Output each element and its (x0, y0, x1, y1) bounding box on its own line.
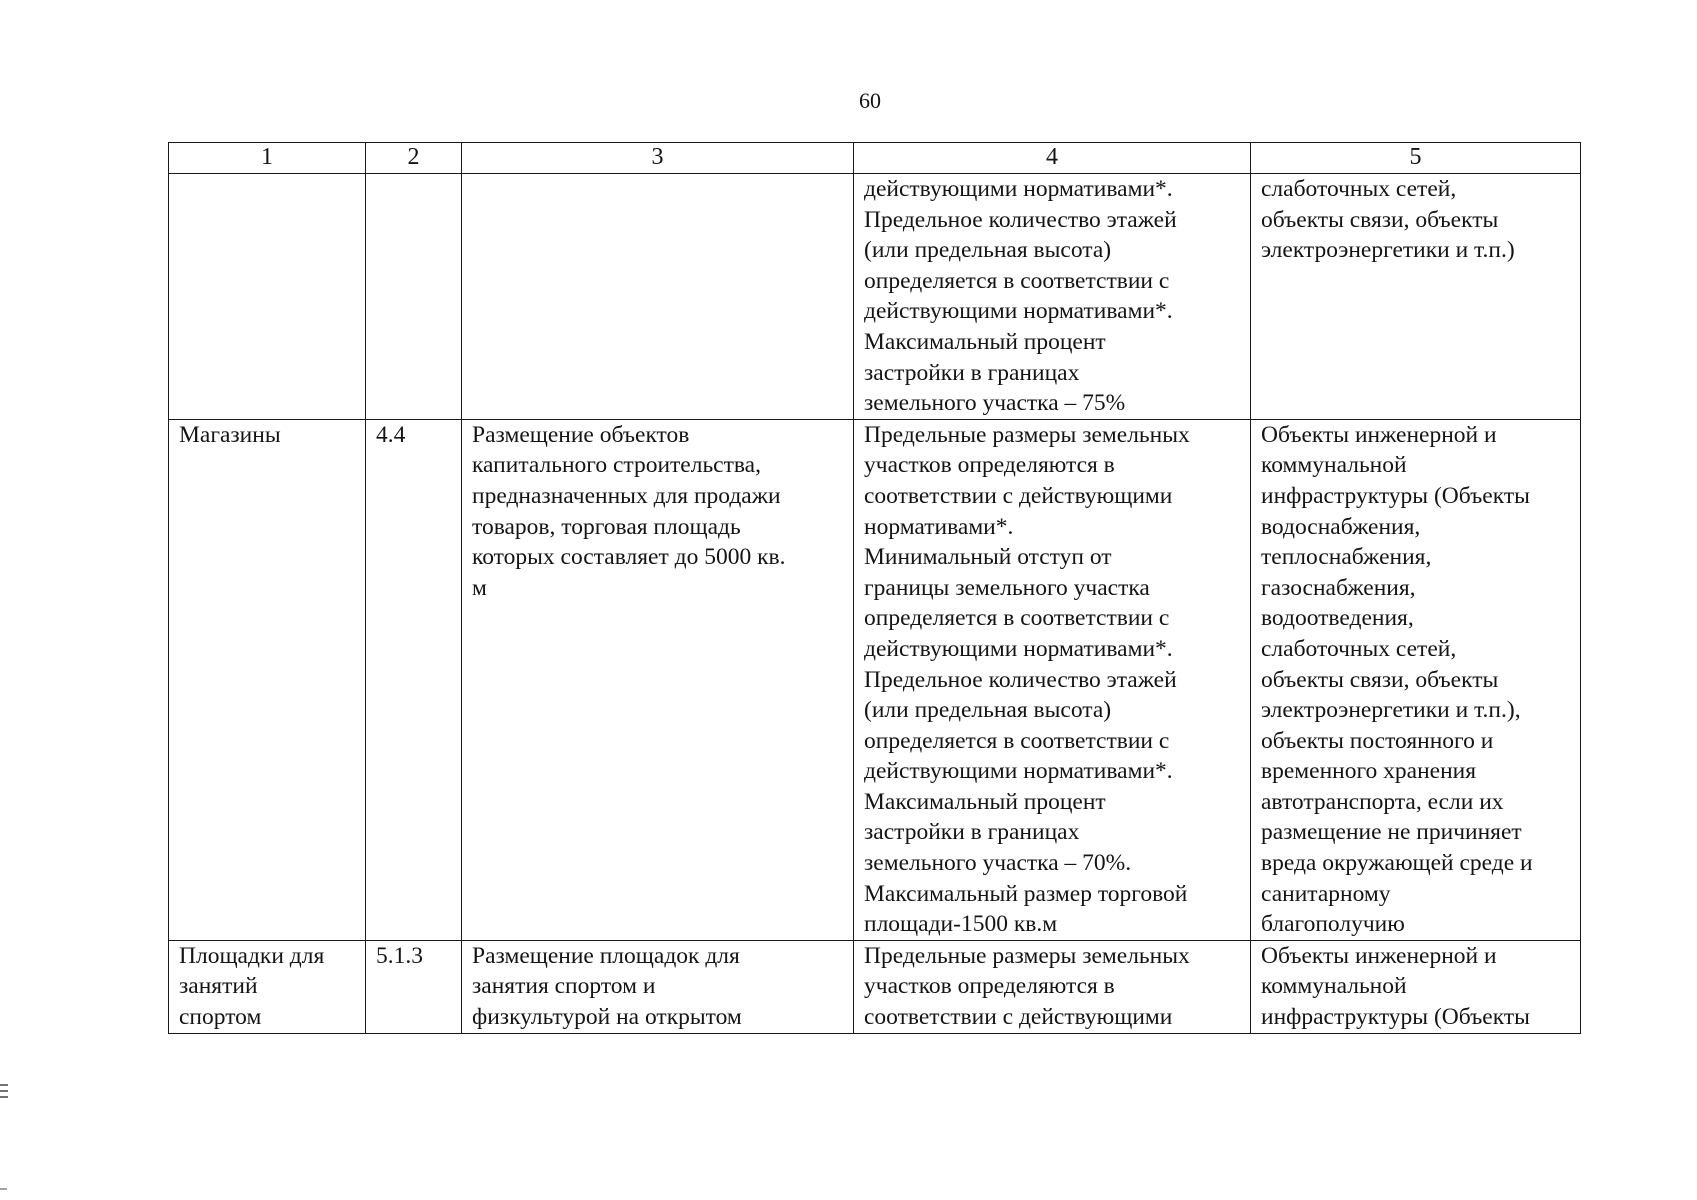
use-name-cell (169, 940, 366, 1033)
parameters-cell (854, 940, 1251, 1033)
use-description-cell (462, 940, 854, 1033)
scan-margin-mark (0, 1180, 10, 1196)
regulations-table (168, 142, 1581, 1034)
auxiliary-uses-cell (1251, 174, 1581, 420)
table-row (169, 174, 1581, 420)
use-description-text: Размещение площадок для занятия спортом и физкультурой на открытом (472, 942, 742, 1031)
use-name-cell (169, 174, 366, 420)
use-code-cell (366, 174, 462, 420)
use-name-cell (169, 419, 366, 940)
auxiliary-uses-text: слаботочных сетей, объекты связи, объекты электроэнергетики и т.п.) (1261, 176, 1515, 264)
parameters-cell (854, 419, 1251, 940)
parameters-cell (854, 174, 1251, 420)
page-number: 60 (859, 88, 881, 113)
use-code-text: 5.1.3 (376, 942, 423, 969)
auxiliary-uses-text: Объекты инженерной и коммунальной инфраструктуры (Объекты водоснабжения, теплоснабжения, газоснабжения, водоотведения, слаботочных сетей, объекты связи, объекты электроэнергетики и т.п.), объекты постоянного и временного хранения автотранспорта, если их размещение не причиняет вреда окружающей среде и санитарному благополучию (1261, 421, 1533, 938)
binding-mark-icon (0, 1186, 10, 1192)
use-description-text: Размещение объектов капитального строительства, предназначенных для продажи товаров, торговая площадь которых составляет до 5000 кв. м (472, 421, 786, 601)
use-code-text: 4.4 (376, 421, 406, 448)
column-header-1: 1 (169, 143, 366, 174)
table-row (169, 419, 1581, 940)
binding-mark-icon (0, 1082, 10, 1104)
column-header-3: 3 (462, 143, 854, 174)
table-row (169, 940, 1581, 1033)
parameters-text: Предельные размеры земельных участков определяются в соответствии с действующими нормативами*. Минимальный отступ от границы земельного участка определяется в соответствии с действующими нормативами*. Предельное количество этажей (или предельная высота) определяется в соответствии с действующими нормативами*. Максимальный процент застройки в границах земельного участка – 70%. Максимальный размер торговой площади-1500 кв.м (864, 421, 1190, 938)
parameters-text: действующими нормативами*. Предельное количество этажей (или предельная высота) определяется в соответствии с действующими нормативами*. Максимальный процент застройки в границах земельного участка – 75% (864, 176, 1177, 417)
column-header-4: 4 (854, 143, 1251, 174)
auxiliary-uses-cell (1251, 419, 1581, 940)
scan-margin-mark (0, 1082, 10, 1108)
parameters-text: Предельные размеры земельных участков определяются в соответствии с действующими (864, 942, 1190, 1031)
use-description-cell (462, 174, 854, 420)
table-header-row (169, 143, 1581, 174)
use-code-cell (366, 419, 462, 940)
auxiliary-uses-text: Объекты инженерной и коммунальной инфраструктуры (Объекты (1261, 942, 1530, 1031)
column-header-5: 5 (1251, 143, 1581, 174)
use-name-text: Площадки для занятий спортом (179, 942, 325, 1031)
auxiliary-uses-cell (1251, 940, 1581, 1033)
use-name-text: Магазины (179, 421, 281, 448)
use-description-cell (462, 419, 854, 940)
column-header-2: 2 (366, 143, 462, 174)
use-code-cell (366, 940, 462, 1033)
